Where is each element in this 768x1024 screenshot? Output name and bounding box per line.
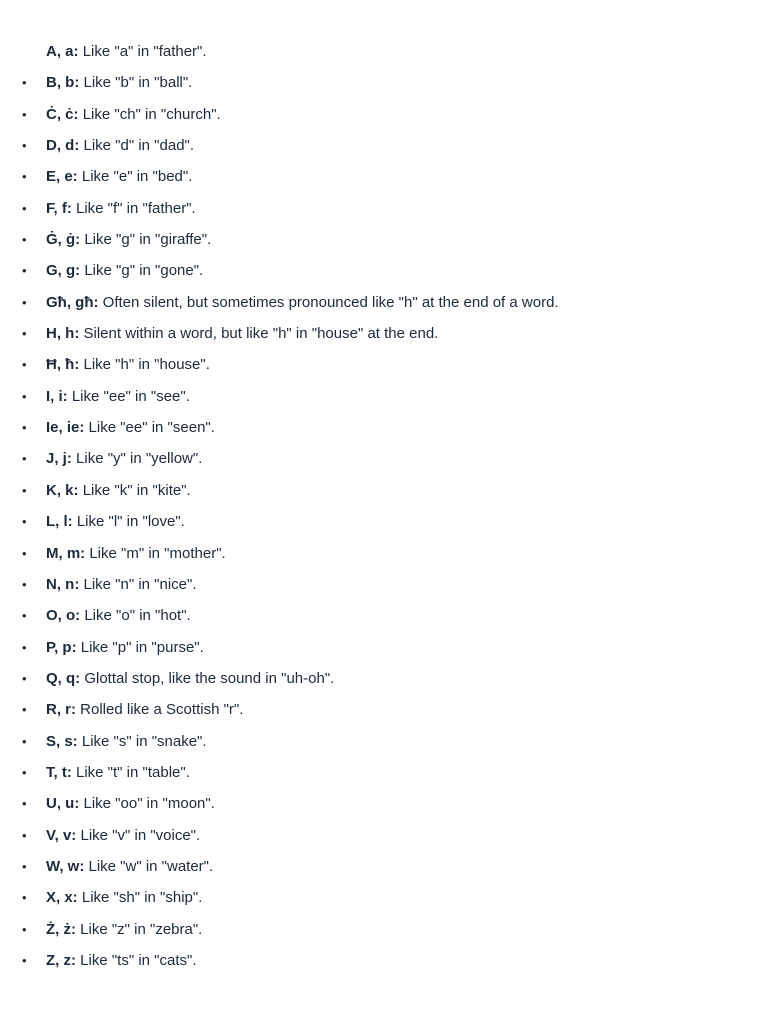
letter-label: Z, z: [46,951,76,969]
bullet-icon: • [22,357,27,373]
bullet-icon: • [22,921,27,937]
bullet-icon: • [22,75,27,91]
pronunciation-description: Silent within a word, but like "h" in "house" at the end. [83,325,439,343]
pronunciation-description: Like "k" in "kite". [82,481,191,499]
pronunciation-description: Like "g" in "giraffe". [84,231,212,249]
list-item [0,381,768,412]
list-item [0,475,768,506]
list-item [0,600,768,631]
letter-label: Ħ, ħ: [46,356,80,374]
list-item [0,569,768,600]
pronunciation-description: Like "y" in "yellow". [76,450,203,468]
bullet-icon: • [22,169,27,185]
pronunciation-description: Often silent, but sometimes pronounced like "h" at the end of a word. [102,293,559,311]
pronunciation-description: Like "ee" in "see". [71,387,190,405]
list-item [0,443,768,474]
bullet-icon: • [22,858,27,874]
pronunciation-description: Like "m" in "mother". [89,544,226,562]
pronunciation-description: Like "d" in "dad". [83,137,195,155]
list-item [0,694,768,725]
letter-label: W, w: [46,857,85,875]
pronunciation-description: Like "z" in "zebra". [80,920,203,938]
letter-label: T, t: [46,763,72,781]
list-item [0,945,768,976]
pronunciation-description: Like "ts" in "cats". [80,951,197,969]
pronunciation-description: Like "ch" in "church". [82,105,221,123]
bullet-icon: • [22,294,27,310]
list-item [0,36,768,67]
pronunciation-description: Like "g" in "gone". [84,262,204,280]
bullet-icon: • [22,482,27,498]
pronunciation-description: Like "ee" in "seen". [88,419,215,437]
bullet-icon: • [22,451,27,467]
list-item [0,130,768,161]
bullet-icon: • [22,670,27,686]
pronunciation-description: Like "f" in "father". [76,199,196,217]
bullet-icon: • [22,545,27,561]
list-item [0,287,768,318]
list-item [0,882,768,913]
bullet-icon: • [22,702,27,718]
letter-label: E, e: [46,168,78,186]
letter-label: B, b: [46,74,80,92]
letter-label: O, o: [46,607,81,625]
letter-label: Ċ, ċ: [46,105,79,123]
pronunciation-description: Like "s" in "snake". [81,732,207,750]
letter-label: V, v: [46,826,77,844]
list-item [0,224,768,255]
pronunciation-description: Like "a" in "father". [82,43,207,60]
letter-label: G, g: [46,262,81,280]
list-item [0,757,768,788]
letter-label: J, j: [46,450,72,468]
pronunciation-description: Like "v" in "voice". [80,826,201,844]
list-item [0,726,768,757]
letter-label: U, u: [46,795,80,813]
letter-label: P, p: [46,638,77,656]
pronunciation-description: Like "w" in "water". [88,857,214,875]
list-item [0,538,768,569]
list-item [0,193,768,224]
pronunciation-description: Like "t" in "table". [76,763,190,781]
letter-label: M, m: [46,544,86,562]
list-item [0,506,768,537]
list-item [0,851,768,882]
pronunciation-description: Like "l" in "love". [76,513,185,531]
pronunciation-description: Like "oo" in "moon". [83,795,215,813]
pronunciation-description: Glottal stop, like the sound in "uh-oh". [84,669,335,687]
list-item [0,255,768,286]
letter-label: F, f: [46,199,72,217]
list-item [0,663,768,694]
pronunciation-description: Like "sh" in "ship". [81,889,203,907]
list-item [0,99,768,130]
list-item [0,161,768,192]
list-item [0,412,768,443]
bullet-icon: • [22,733,27,749]
letter-label: Għ, għ: [46,293,99,311]
pronunciation-description: Like "b" in "ball". [83,74,193,92]
bullet-icon: • [22,138,27,154]
letter-label: N, n: [46,575,80,593]
alphabet-pronunciation-list [0,36,768,976]
pronunciation-description: Like "o" in "hot". [84,607,191,625]
list-item [0,914,768,945]
bullet-icon: • [22,420,27,436]
bullet-icon: • [22,639,27,655]
list-item [0,820,768,851]
bullet-icon: • [22,952,27,968]
pronunciation-description: Like "h" in "house". [83,356,210,374]
bullet-icon: • [22,200,27,216]
bullet-icon: • [22,106,27,122]
letter-label: H, h: [46,325,80,343]
bullet-icon: • [22,796,27,812]
bullet-icon: • [22,764,27,780]
letter-label: D, d: [46,137,80,155]
bullet-icon: • [22,827,27,843]
letter-label: A, a: [46,43,79,60]
pronunciation-description: Rolled like a Scottish "r". [80,701,244,719]
bullet-icon: • [22,326,27,342]
list-item [0,349,768,380]
letter-label: Q, q: [46,669,81,687]
pronunciation-description: Like "p" in "purse". [80,638,204,656]
letter-label: K, k: [46,481,79,499]
pronunciation-description: Like "n" in "nice". [83,575,197,593]
letter-label: X, x: [46,889,78,907]
letter-label: Ż, ż: [46,920,76,938]
bullet-icon: • [22,232,27,248]
pronunciation-description: Like "e" in "bed". [81,168,193,186]
letter-label: S, s: [46,732,78,750]
list-item [0,318,768,349]
bullet-icon: • [22,608,27,624]
list-item [0,67,768,98]
letter-label: R, r: [46,701,76,719]
bullet-icon: • [22,514,27,530]
list-item [0,632,768,663]
letter-label: Ġ, ġ: [46,231,81,249]
letter-label: I, i: [46,387,68,405]
bullet-icon: • [22,263,27,279]
letter-label: Ie, ie: [46,419,85,437]
bullet-icon: • [22,388,27,404]
list-item [0,788,768,819]
letter-label: L, l: [46,513,73,531]
bullet-icon: • [22,890,27,906]
bullet-icon: • [22,576,27,592]
